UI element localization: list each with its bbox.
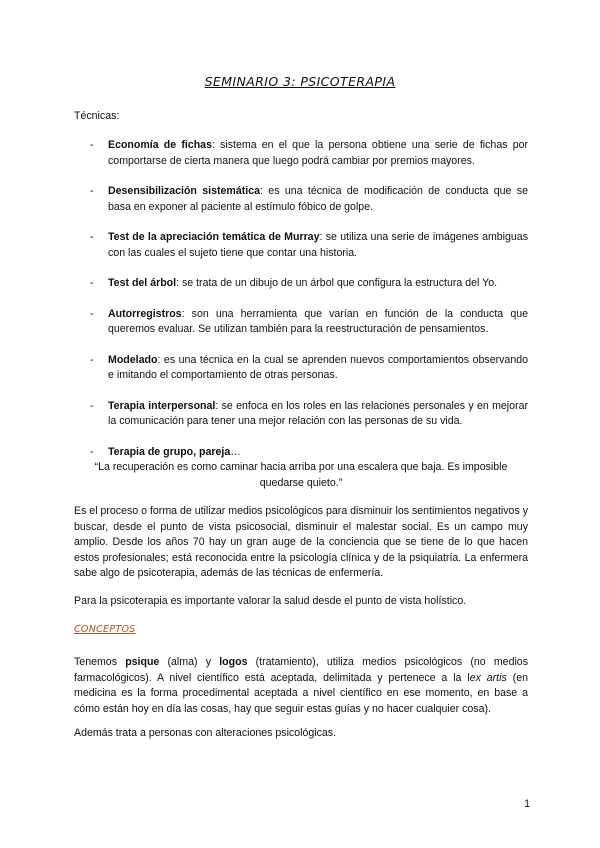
paragraph-holistic: Para la psicoterapia es importante valorar la salud desde el punto de vista holístico. (74, 595, 467, 607)
list-dash: - (90, 353, 94, 366)
technique-description: : son una herramienta que varían en función de la conducta que queremos evaluar. Se utilizan también para la reestructuración de pensamientos. (108, 307, 528, 335)
technique-description: : se trata de un dibujo de un árbol que configura la estructura del Yo. (176, 277, 498, 289)
list-item (74, 353, 528, 384)
list-dash: - (90, 139, 94, 151)
term-logos: logos (219, 656, 248, 668)
techniques-list (74, 138, 528, 475)
list-item (74, 230, 528, 261)
technique-description: : se utiliza una serie de imágenes ambiguas con las cuales el sujeto tiene que contar una historia. (108, 231, 528, 259)
technique-description: : es una técnica de modificación de conducta que se basa en exponer al paciente al estímulo fóbico de golpe. (108, 185, 528, 213)
page-title: SEMINARIO 3: PSICOTERAPIA (204, 74, 396, 89)
text-run: (tratamiento), utiliza medios psicológicos (no medios farmacológicos). A nivel científico está aceptada, delimitada y pertenece a la l (74, 656, 528, 684)
list-dash: - (90, 185, 94, 197)
text-run: (en medicina es la forma procedimental aceptada a nivel científico en ese momento, en base a cómo están hoy en día las cosas, hay que seguir estas guías y no hacer cualquier cosa). (74, 671, 528, 715)
section-heading-conceptos: CONCEPTOS (74, 624, 136, 635)
list-item (74, 307, 528, 338)
term-psique: psique (125, 656, 160, 668)
text-run: (alma) y (159, 656, 220, 668)
list-item (74, 399, 528, 430)
page-number: 1 (524, 798, 530, 810)
technique-term: Economía de fichas (108, 139, 212, 151)
list-dash: - (90, 445, 94, 458)
list-item (74, 184, 528, 215)
list-item (74, 138, 528, 169)
technique-term: Terapia de grupo, pareja (108, 445, 231, 458)
technique-term: Desensibilización sistemática (108, 185, 260, 197)
quote: “La recuperación es como caminar hacia arriba por una escalera que baja. Es imposible quedarse quieto.” (94, 461, 508, 489)
paragraph-concepts (74, 655, 528, 717)
technique-description: … (230, 445, 241, 458)
paragraph-alterations: Además trata a personas con alteraciones psicológicas. (74, 727, 337, 739)
technique-term: Test de la apreciación temática de Murray (108, 231, 320, 243)
list-dash: - (90, 399, 94, 412)
technique-term: Modelado (108, 353, 158, 366)
technique-term: Autorregistros (108, 307, 182, 320)
technique-description: : sistema en el que la persona obtiene una serie de fichas por comportarse de cierta manera que luego podrá cambiar por premios mayores. (108, 139, 529, 167)
term-lex-artis: ex artis (469, 671, 507, 684)
technique-term: Test del árbol (108, 277, 177, 289)
text-run: Tenemos (74, 656, 126, 668)
intro-label: Técnicas: (74, 110, 120, 122)
list-item (74, 276, 528, 292)
technique-term: Terapia interpersonal (108, 399, 216, 412)
list-dash: - (90, 307, 94, 320)
list-item (74, 445, 528, 461)
paragraph-definition: Es el proceso o forma de utilizar medios psicológicos para disminuir los sentimientos negativos y buscar, desde el punto de vista psicosocial, disminuir el malestar social. Es un campo muy amplio. Desde los años 70 hay un gran auge de la conciencia que se tiene de lo que hacen estos profesionales; está reconocida entre la psicología clínica y de la psiquiatría. La enfermera sabe algo de psicoterapia, además de las técnicas de enfermería. (74, 505, 528, 579)
technique-description: : es una técnica en la cual se aprenden nuevos comportamientos observando e imitando el comportamiento de otras personas. (108, 353, 528, 381)
technique-description: : se enfoca en los roles en las relaciones personales y en mejorar la comunicación para tener una mejor relación con las personas de su vida. (108, 399, 528, 427)
list-dash: - (90, 231, 94, 243)
list-dash: - (90, 277, 94, 289)
